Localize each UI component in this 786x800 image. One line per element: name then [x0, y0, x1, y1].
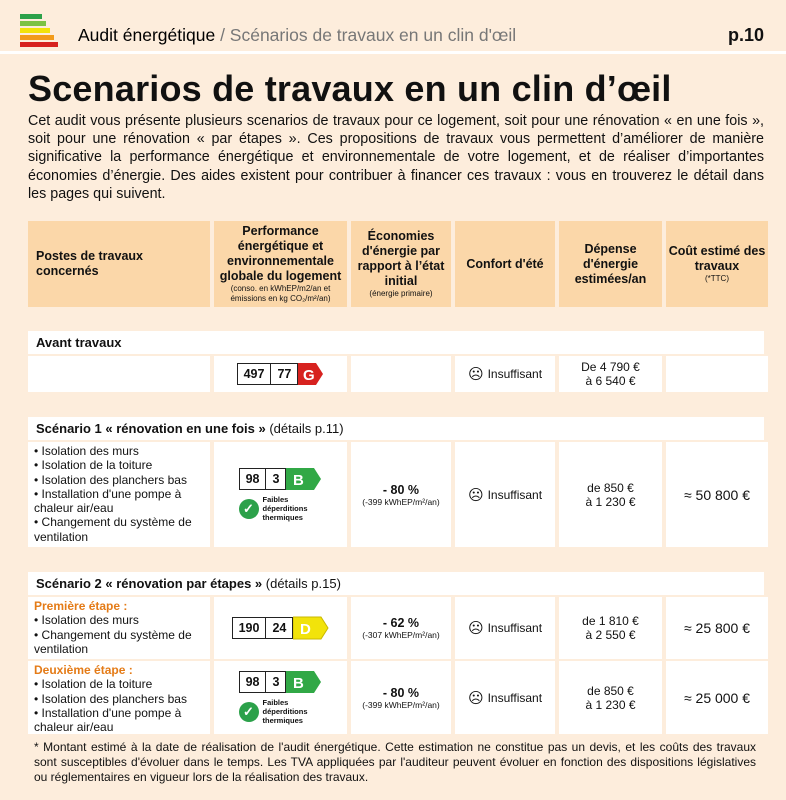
- text-s2-e1-items-1: • Changement du système de ventilation: [34, 627, 192, 656]
- co2-value: 77: [271, 363, 298, 385]
- text-s2-e2-depense1: de 850 €: [587, 683, 634, 698]
- text-before-depense1: De 4 790 €: [581, 360, 640, 374]
- s2-e1-performance: [214, 597, 347, 659]
- col-header-economies: [351, 221, 451, 307]
- text-s1-eco_sub: (-399 kWhEP/m²/an): [362, 496, 440, 507]
- text-s2-e2-items-0: • Isolation de la toiture: [34, 677, 153, 692]
- text-s2-e2-co2: 3: [266, 671, 286, 693]
- col-header-performance: [214, 221, 347, 307]
- text-s2-ref: (détails p.15): [262, 576, 341, 591]
- text-s2-e2-cout: ≈ 25 000 €: [683, 689, 751, 706]
- energy-label: [239, 467, 323, 491]
- class-arrow-icon: [293, 616, 329, 640]
- text-s2-e2-eco: - 80 %: [382, 685, 420, 700]
- low-loss-badge: [239, 495, 323, 522]
- col-header-postes: [28, 221, 210, 307]
- text-s2-e2-items-2: • Installation d'une pompe à chaleur air/eau: [34, 705, 182, 735]
- text-before-class: G: [303, 367, 316, 384]
- text-s1-items-4: • Changement du système de ventilation: [34, 515, 192, 544]
- text-columns-c2_sub: (conso. en kWhEP/m2/an et émissions en kg CO₂/m²/an): [230, 284, 331, 303]
- text-s2-e1-conso: 190: [232, 617, 267, 639]
- text-s1-items-3: • Installation d'une pompe à chaleur air/eau: [34, 486, 182, 516]
- text-s2-e1-depense2: à 2 550 €: [585, 628, 636, 642]
- check-icon: ✓: [239, 702, 259, 722]
- text-s2-e1-eco: - 62 %: [382, 616, 420, 630]
- section-scenario-2: [28, 572, 764, 595]
- s2-e1-confort: [455, 597, 555, 659]
- text-s2-e2-depense2: à 1 230 €: [585, 697, 636, 712]
- col-header-cout: [666, 221, 768, 307]
- text-s2-e1-co2: 24: [266, 617, 293, 639]
- text-s2-e2-conso: 98: [239, 671, 267, 693]
- s2-e2-depense: [559, 661, 662, 734]
- sad-face-icon: ☹: [467, 689, 484, 707]
- text-s1-depense1: de 850 €: [587, 480, 634, 495]
- text-s2-e2-confort: Insuffisant: [487, 690, 543, 705]
- s2-e1-economies: [351, 597, 451, 659]
- col-header-confort: [455, 221, 555, 307]
- page-title: Scenarios de travaux en un clin d’œil: [28, 68, 672, 109]
- breadcrumb: [78, 25, 516, 46]
- text-s2-e1-depense1: de 1 810 €: [582, 614, 639, 628]
- section-scenario-1: [28, 417, 764, 440]
- text-columns-c1: Postes de travaux concernés: [36, 249, 143, 278]
- s1-economies: [351, 442, 451, 547]
- text-s1-items-0: • Isolation des murs: [34, 444, 139, 458]
- low-loss-badge: [239, 698, 323, 725]
- text-s2-e1-class: D: [300, 621, 312, 638]
- sad-face-icon: ☹: [467, 620, 484, 637]
- s2-e2-postes: [28, 661, 210, 734]
- text-before-depense2: à 6 540 €: [585, 374, 636, 388]
- section-before: [28, 331, 764, 354]
- text-s2-e2-badge: Faibles déperditions thermiques: [262, 698, 308, 725]
- energy-label-logo-icon: [20, 12, 72, 50]
- s2-e2-economies: [351, 661, 451, 734]
- s1-performance: [214, 442, 347, 547]
- table-row: [28, 356, 768, 392]
- text-columns-c2: Performance énergétique et environnementale globale du logement: [219, 224, 342, 283]
- s2-e2-cout: [666, 661, 768, 734]
- breadcrumb-section: Scénarios de travaux en un clin d'œil: [229, 25, 517, 45]
- col-header-depense: [559, 221, 662, 307]
- text-s1-co2: 3: [266, 468, 286, 490]
- table-row: [28, 597, 768, 659]
- s1-confort: [455, 442, 555, 547]
- breadcrumb-brand: Audit énergétique: [78, 25, 216, 45]
- text-before-confort: Insuffisant: [487, 367, 543, 381]
- text-s1-ref: (détails p.11): [265, 421, 344, 436]
- before-confort: [455, 356, 555, 392]
- before-postes: [28, 356, 210, 392]
- header-bar: [0, 0, 786, 54]
- s1-cout: [666, 442, 768, 547]
- text-s1-class: B: [293, 472, 305, 489]
- page-number: p.10: [727, 25, 764, 45]
- text-columns-c6_sub: (*TTC): [705, 274, 729, 283]
- s1-depense: [559, 442, 662, 547]
- s2-e2-confort: [455, 661, 555, 734]
- energy-label: [239, 670, 323, 694]
- text-s2-title: Scénario 2 « rénovation par étapes »: [36, 576, 263, 591]
- text-s2-e2-items-1: • Isolation des planchers bas: [34, 691, 187, 706]
- text-s2-e1-stage: Première étape :: [34, 599, 128, 613]
- sad-face-icon: ☹: [467, 366, 484, 383]
- text-s1-items-1: • Isolation de la toiture: [34, 458, 153, 473]
- text-s1-title: Scénario 1 « rénovation en une fois »: [36, 421, 266, 436]
- text-s1-confort: Insuffisant: [487, 487, 543, 502]
- s2-e2-performance: [214, 661, 347, 734]
- table-row: [28, 661, 768, 734]
- check-icon: ✓: [239, 499, 259, 519]
- s2-e1-depense: [559, 597, 662, 659]
- text-columns-c4: Confort d'été: [466, 256, 544, 271]
- text-s2-e1-confort: Insuffisant: [487, 621, 543, 635]
- breadcrumb-separator: /: [215, 25, 230, 45]
- text-s1-badge: Faibles déperditions thermiques: [262, 495, 308, 522]
- text-s1-depense2: à 1 230 €: [585, 494, 636, 509]
- s1-postes: [28, 442, 210, 547]
- s2-e1-postes: [28, 597, 210, 659]
- text-s1-conso: 98: [239, 468, 267, 490]
- intro-paragraph: Cet audit vous présente plusieurs scenarios de travaux pour ce logement, soit pour une rénovation « en une fois », soit pour une rénovation « par étapes ». Ces propositions de travaux vous permettent d’améliorer de manière significative la performance énergétique et environnementale de votre logement, et de réaliser d’importantes économies d’énergie. Des aides existent pour contribuer à financer ces travaux : vous en trouverez le détail dans les pages qui suivent.: [28, 113, 764, 202]
- class-arrow-icon: [286, 467, 322, 491]
- text-columns-c5: Dépense d'énergie estimées/an: [574, 241, 647, 286]
- text-s2-e1-eco_sub: (-307 kWhEP/m²/an): [362, 630, 440, 640]
- s2-e1-cout: [666, 597, 768, 659]
- footnote: * Montant estimé à la date de réalisation de l'audit énergétique. Cette estimation ne constitue pas un devis, et les coûts des travaux sont susceptibles d'évoluer dans le temps. Les TVA appliquées par l'auditeur peuvent évoluer en fonction des dispositions législatives ou réglementaires en vigueur lors de la réalisation des travaux.: [34, 740, 756, 784]
- table-row: [28, 442, 768, 547]
- text-s2-e1-cout: ≈ 25 800 €: [683, 620, 751, 636]
- text-s2-e1-items-0: • Isolation des murs: [34, 613, 139, 628]
- text-s1-cout: ≈ 50 800 €: [683, 486, 751, 503]
- text-before-title: Avant travaux: [36, 335, 122, 350]
- sad-face-icon: ☹: [467, 486, 484, 504]
- text-s1-eco: - 80 %: [382, 482, 420, 497]
- text-s2-e2-stage: Deuxième étape :: [34, 663, 133, 677]
- text-s2-e2-eco_sub: (-399 kWhEP/m²/an): [362, 699, 440, 710]
- text-columns-c3_sub: (énergie primaire): [369, 289, 433, 298]
- before-economies: [351, 356, 451, 392]
- text-columns-c6: Coût estimé des travaux: [668, 244, 766, 273]
- text-s1-items-2: • Isolation des planchers bas: [34, 472, 187, 487]
- class-arrow-icon: [298, 362, 324, 386]
- before-depense: [559, 356, 662, 392]
- text-columns-c3: Économies d'énergie par rapport à l’état initial: [357, 229, 445, 288]
- before-cout: [666, 356, 768, 392]
- table-header-row: [28, 221, 768, 307]
- before-performance: [214, 356, 347, 392]
- class-arrow-icon: [286, 670, 322, 694]
- conso-value: 497: [237, 363, 272, 385]
- energy-label: [232, 616, 330, 640]
- energy-label: [237, 362, 325, 386]
- text-s2-e2-class: B: [293, 675, 305, 692]
